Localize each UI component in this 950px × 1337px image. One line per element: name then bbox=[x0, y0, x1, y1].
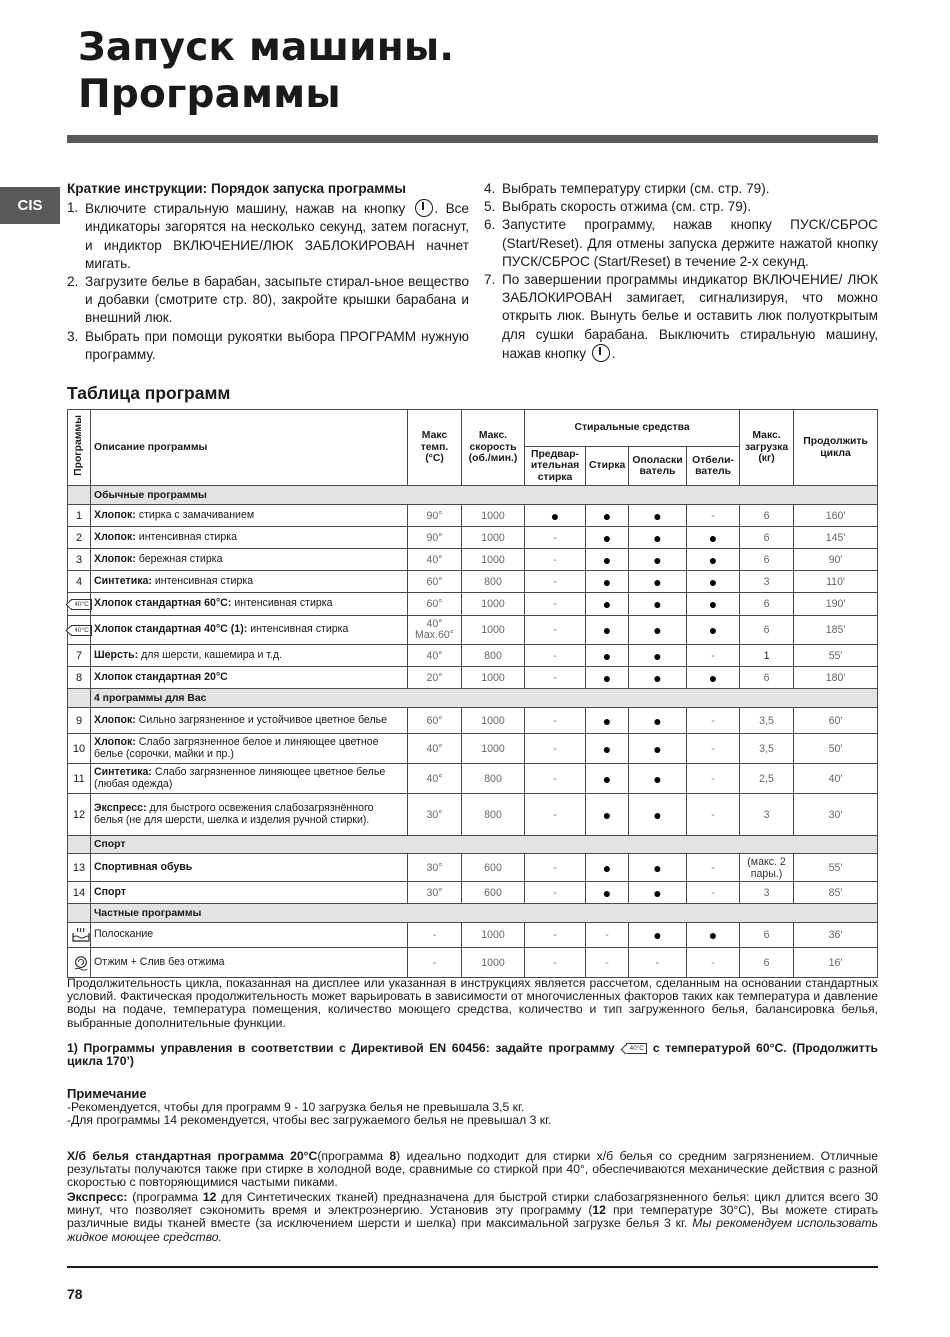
step-7: 7. По завершении программы индикатор ВКЛЮЧЕНИЕ/ ЛЮК ЗАБЛОКИРОВАН замигает, сигнализируя, что можно открыть люк. Вынуть белье и оставить люк полуоткрытым для сушки барабана. Выключить стиральную машину, нажав кнопку . bbox=[484, 272, 878, 361]
table-row: 13 Спортивная обувь 30° 600 - ● ● - (макс. 2 пары.) 55' bbox=[68, 854, 878, 882]
section-row: Частные программы bbox=[68, 904, 878, 923]
footer-rule bbox=[67, 1266, 878, 1268]
page-title bbox=[78, 24, 878, 118]
header-prewash: Предвар- ительная стирка bbox=[525, 447, 586, 486]
table-row: 2 Хлопок: интенсивная стирка 90° 1000 - ● ● ● 6 145' bbox=[68, 527, 878, 549]
table-row: 40°C Хлопок стандартная 40°C (1): интенсивная стирка 40° Max.60° 1000 - ● ● ● 6 185' bbox=[68, 616, 878, 645]
title-rule bbox=[67, 135, 878, 143]
table-row: 40°C Хлопок стандартная 60°C: интенсивная стирка 60° 1000 - ● ● ● 6 190' bbox=[68, 593, 878, 616]
standard-program-icon: 40°C bbox=[626, 1043, 647, 1054]
title-line-1: Запуск машины. bbox=[78, 25, 455, 70]
table-row: 8 Хлопок стандартная 20°C 20° 1000 - ● ● ● 6 180' bbox=[68, 667, 878, 689]
header-detergents: Стиральные средства bbox=[525, 410, 740, 447]
express-program-description: Экспресс: (программа 12 для Синтетических тканей) предназначена для быстрой стирки слабозагрязненного белья: цикл длится всего 30 минут, что позволяет сэкономить время и электроэнергию. Установив эту программу (12 при температуре 30°C), Вы можете стирать различные виды тканей вместе (за исключением шерсти и шелка) при максимальной загрузке белья 3 кг. Мы рекомендуем использовать жидкое моющее средство. bbox=[67, 1190, 879, 1244]
header-duration: Продолжить цикла bbox=[794, 410, 878, 486]
instructions-left-column bbox=[67, 180, 469, 364]
duration-note: Продолжительность цикла, показанная на дисплее или указанная в инструкциях является рассчетом, сделанным на основании стандартных условий. Фактическая продолжительность может варьировать в зависимости от многочисленных факторов таких как температура и давление воды на подаче, температура помещения, количество моющего средства, количество и тип загруженного белья, балансировка белья, выбранные дополнительные функции. bbox=[67, 976, 878, 1030]
title-line-2: Программы bbox=[78, 72, 341, 117]
table-header-row bbox=[68, 410, 878, 447]
header-temp: Макс темп. (°C) bbox=[408, 410, 462, 486]
standard-program-icon: 40°C bbox=[71, 625, 92, 636]
header-programs: Программы bbox=[68, 410, 91, 486]
spin-drain-icon bbox=[71, 955, 91, 971]
table-row: 12 Экспресс: для быстрого освежения слабозагрязнённого белья (не для шерсти, шелка и изделия ручной стирки). 30° 800 - ● ● - 3 30' bbox=[68, 794, 878, 836]
step-4: 4. Выбрать температуру стирки (см. стр. 79). bbox=[484, 181, 770, 196]
cis-language-tab: CIS bbox=[0, 187, 60, 224]
section-row: Обычные программы bbox=[68, 486, 878, 505]
instructions-right-column bbox=[484, 180, 878, 363]
table-row: Отжим + Слив без отжима - 1000 - - - - 6 16' bbox=[68, 948, 878, 978]
section-row: Спорт bbox=[68, 836, 878, 854]
standard-program-icon: 40°C bbox=[71, 599, 92, 610]
header-speed: Макс. скорость (об./мин.) bbox=[462, 410, 525, 486]
step-1: 1. Включите стиральную машину, нажав на кнопку . Все индикаторы загорятся на несколько секунд, затем погаснут, и индиктор ВКЛЮЧЕНИЕ/ЛЮК ЗАБЛОКИРОВАН начнет мигать. bbox=[67, 200, 469, 271]
instructions-heading: Краткие инструкции: Порядок запуска программы bbox=[67, 181, 406, 196]
table-row: 1 Хлопок: стирка с замачиванием 90° 1000 ● ● ● - 6 160' bbox=[68, 505, 878, 527]
table-row: 9 Хлопок: Сильно загрязненное и устойчивое цветное белье 60° 1000 - ● ● - 3,5 60' bbox=[68, 708, 878, 734]
header-description: Описание программы bbox=[91, 410, 408, 486]
header-wash: Стирка bbox=[586, 447, 629, 486]
step-5: 5. Выбрать скорость отжима (см. стр. 79). bbox=[484, 199, 752, 215]
standard-program-description: Х/б белья стандартная программа 20°C(программа 8) идеально подходит для стирки х/б белья со средним загрязнением. Отличные результаты получаются также при стирке в холодной воде, сравнимые со стиркой при 40°, обеспечиваются механические действия с разной скоростью с повторяющимися частыми пиками. bbox=[67, 1149, 879, 1190]
power-icon bbox=[415, 199, 433, 217]
table-row: 10 Хлопок: Слабо загрязненное белое и линяющее цветное белье (сорочки, майки и пр.) 40° 1000 - ● ● - 3,5 50' bbox=[68, 734, 878, 764]
header-rinse: Ополаски ватель bbox=[629, 447, 687, 486]
note-line-1: -Рекомендуется, чтобы для программ 9 - 10 загрузка белья не превышала 3,5 кг. bbox=[67, 1100, 525, 1115]
table-title: Таблица программ bbox=[67, 383, 231, 403]
table-row: 14 Спорт 30° 600 - ● ● - 3 85' bbox=[68, 882, 878, 904]
programs-table bbox=[67, 409, 878, 978]
table-row: 11 Синтетика: Слабо загрязненное линяющее цветное белье (любая одежда) 40° 800 - ● ● - 2,5 40' bbox=[68, 764, 878, 794]
step-6: 6. Запустите программу, нажав кнопку ПУСК/СБРОС (Start/Reset). Для отмены запуска держите нажатой кнопку ПУСК/СБРОС (Start/Reset) в течение 2-х секунд. bbox=[484, 217, 878, 269]
rinse-icon bbox=[71, 927, 91, 943]
header-load: Макс. загрузка (кг) bbox=[740, 410, 794, 486]
step-2: 2. Загрузите белье в барабан, засыпьте стирал-ьное вещество и добавки (смотрите стр. 80), закройте крышки барабана и внешний люк. bbox=[67, 274, 469, 326]
header-bleach: Отбели- ватель bbox=[687, 447, 740, 486]
power-icon bbox=[592, 344, 610, 362]
table-row: 3 Хлопок: бережная стирка 40° 1000 - ● ● ● 6 90' bbox=[68, 549, 878, 571]
section-row: 4 программы для Вас bbox=[68, 689, 878, 708]
table-row: 4 Синтетика: интенсивная стирка 60° 800 - ● ● ● 3 110' bbox=[68, 571, 878, 593]
note-block bbox=[67, 1087, 878, 1128]
page-number: 78 bbox=[67, 1286, 83, 1302]
footnote-1: 1) Программы управления в соответствии с Директивой EN 60456: задайте программу 40°C с температурой 60°C. (Продолжитть цикла 170’) bbox=[67, 1041, 878, 1069]
table-row: 7 Шерсть: для шерсти, кашемира и т.д. 40° 800 - ● ● - 1 55' bbox=[68, 645, 878, 667]
note-heading: Примечание bbox=[67, 1086, 147, 1101]
note-line-2: -Для программы 14 рекомендуется, чтобы вес загружаемого белья не превышал 3 кг. bbox=[67, 1113, 552, 1128]
step-3: 3. Выбрать при помощи рукоятки выбора ПРОГРАММ нужную программу. bbox=[67, 328, 469, 362]
table-row: Полоскание - 1000 - - ● ● 6 36' bbox=[68, 923, 878, 948]
